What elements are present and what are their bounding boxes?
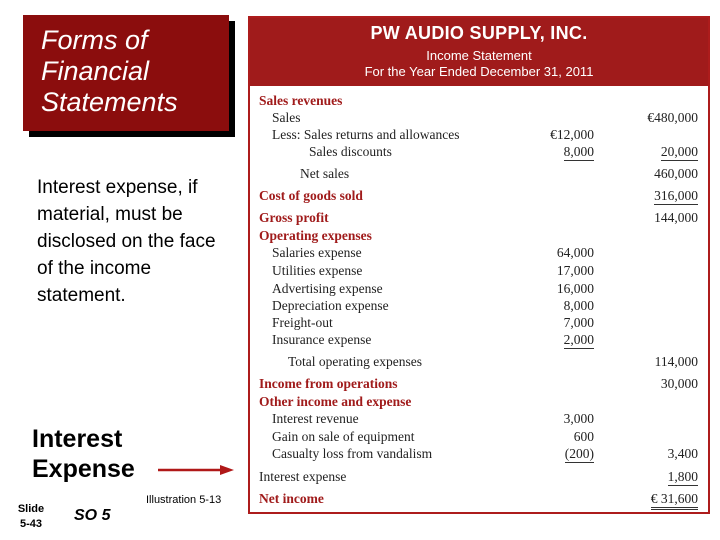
statement-row [250,166,708,184]
statement-period: For the Year Ended December 31, 2011 [364,64,594,79]
row-label: Utilities expense [272,263,363,278]
row-total: 30,000 [660,376,698,391]
row-label: Sales revenues [259,93,343,108]
statement-row [250,93,708,111]
row-total: 114,000 [654,354,698,369]
illustration-caption: Illustration 5-13 [146,494,222,506]
row-label: Gross profit [259,210,329,225]
row-amount: 8,000 [563,144,594,159]
row-label: Net sales [300,166,350,181]
row-amount: 2,000 [563,332,594,347]
slide-title [23,15,229,131]
statement-row [250,376,708,394]
row-amount: 17,000 [556,263,594,278]
row-amount: 3,000 [563,411,594,426]
statement-row [250,110,708,128]
row-total: 1,800 [667,469,698,484]
row-total: 460,000 [654,166,698,181]
row-label: Net income [259,491,324,506]
statement-row [250,144,708,162]
row-label: Less: Sales returns and allowances [272,127,460,142]
row-total: 20,000 [660,144,698,159]
body-text: Interest expense, if material, must be disclosed on the face of the income statement. [37,177,216,306]
statement-row [250,210,708,228]
row-amount: 64,000 [556,245,594,260]
row-label: Sales discounts [309,144,392,159]
row-total: €480,000 [647,110,698,125]
statement-row [250,411,708,429]
row-total: 316,000 [654,188,698,203]
statement-row [250,315,708,333]
row-total: € 31,600 [651,491,698,510]
row-label: Operating expenses [259,228,372,243]
statement-row [250,394,708,412]
row-label: Interest revenue [272,411,359,426]
row-amount: 7,000 [563,315,594,330]
slide-title-line-3: Statements [41,87,178,117]
study-objective: SO 5 [74,507,111,524]
statement-row [250,491,708,509]
statement-title: Income Statement [426,48,532,63]
row-label: Total operating expenses [288,354,423,369]
row-label: Cost of goods sold [259,188,363,203]
statement-row [250,188,708,206]
row-label: Freight-out [272,315,333,330]
slide-number-line-2: 5-43 [19,518,43,530]
row-total: 144,000 [654,210,698,225]
statement-row [250,469,708,487]
row-amount: 8,000 [563,298,594,313]
statement-row [250,263,708,281]
statement-row [250,354,708,372]
statement-row [250,281,708,299]
slide-title-line-2: Financial [41,56,150,86]
row-label: Casualty loss from vandalism [272,446,433,461]
statement-row [250,228,708,246]
statement-row [250,298,708,316]
slide-number-line-1: Slide [17,503,45,515]
row-label: Interest expense [259,469,347,484]
statement-row [250,446,708,464]
row-label: Advertising expense [272,281,383,296]
row-amount: €12,000 [550,127,594,142]
row-amount: (200) [564,446,594,461]
slide-title-line-1: Forms of [41,25,148,55]
statement-row [250,429,708,447]
income-statement-panel [248,16,710,514]
statement-row [250,127,708,145]
big-label-line-1: Interest [32,425,123,453]
row-label: Other income and expense [259,394,412,409]
income-statement-header [250,18,708,86]
row-amount: 600 [573,429,594,444]
row-label: Depreciation expense [272,298,389,313]
row-total: 3,400 [667,446,698,461]
interest-expense-label [32,424,135,484]
big-label-line-2: Expense [32,455,135,483]
row-label: Sales [272,110,301,125]
slide-number [14,502,48,532]
row-label: Salaries expense [272,245,362,260]
statement-row [250,245,708,263]
statement-row [250,332,708,350]
company-name: PW AUDIO SUPPLY, INC. [370,23,588,43]
row-label: Gain on sale of equipment [272,429,415,444]
row-amount: 16,000 [556,281,594,296]
row-label: Insurance expense [272,332,372,347]
row-label: Income from operations [259,376,398,391]
arrow-right-icon [158,463,236,477]
